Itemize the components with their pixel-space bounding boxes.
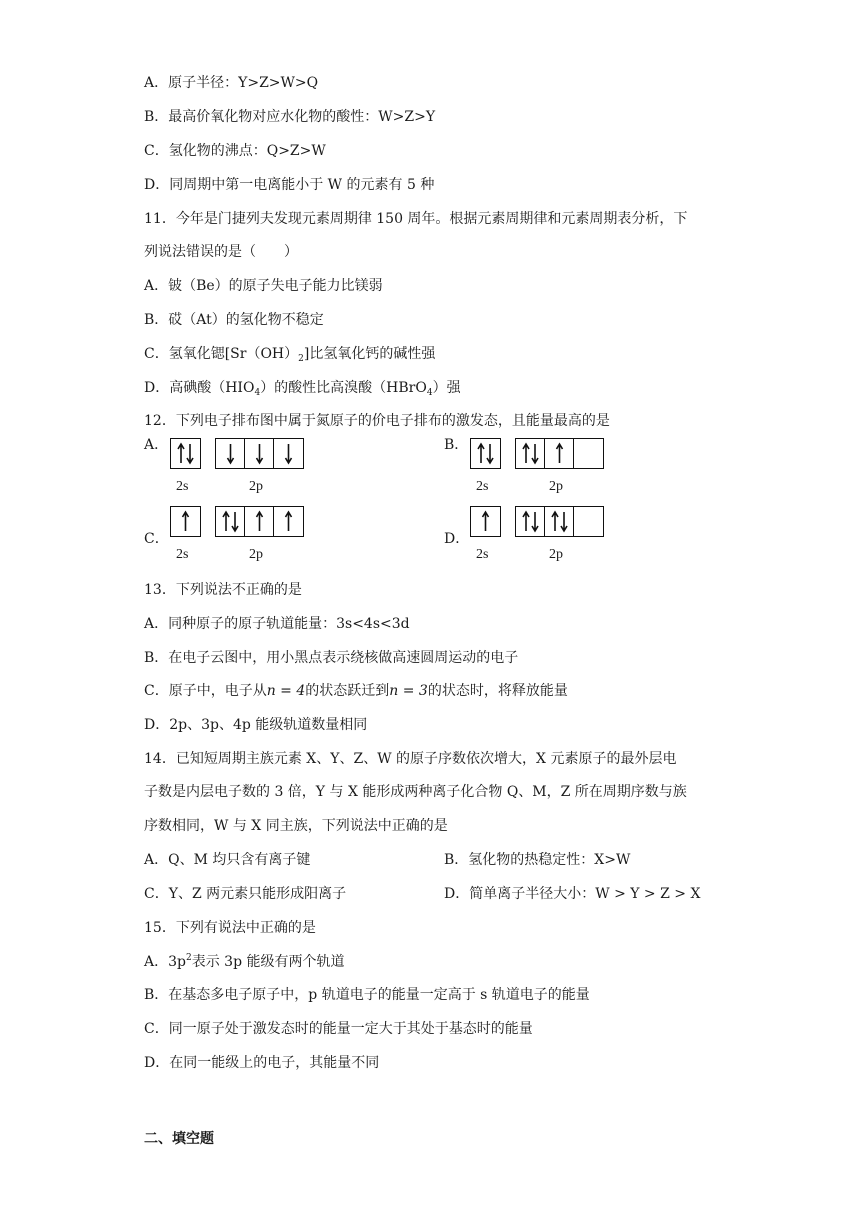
q15-option-d: D．在同一能级上的电子，其能量不同: [144, 1055, 380, 1071]
section-heading: 二、填空题: [144, 1131, 214, 1147]
q11-d-sub1: 4: [254, 388, 261, 398]
q12-c-2s-label: 2s: [176, 547, 189, 562]
q13-c-mid: 的状态跃迁到: [305, 683, 390, 699]
q12-c-2s-box: [170, 506, 201, 537]
q12-d-2s-box: [470, 506, 501, 537]
q12-option-c-label: C．: [144, 531, 169, 547]
orbital-cell: [471, 439, 500, 468]
q13-c-pre: C．原子中，电子从: [144, 683, 267, 699]
q10-option-a: A．原子半径：Y>Z>W>Q: [144, 75, 319, 91]
orbital-cell: [171, 507, 200, 536]
q11-stem-line1: 11．今年是门捷列夫发现元素周期律 150 周年。根据元素周期律和元素周期表分析，下: [144, 211, 688, 227]
q15-stem: 15．下列有说法中正确的是: [144, 920, 316, 936]
q11-option-a: A．铍（Be）的原子失电子能力比镁弱: [144, 278, 383, 294]
orbital-cell: [245, 507, 274, 536]
orbital-cell: [274, 507, 303, 536]
orbital-cell: [274, 439, 303, 468]
q15-a-post: 表示 3p 能级有两个轨道: [191, 954, 345, 970]
q14-option-d: D．简单离子半径大小：W > Y > Z > X: [444, 886, 701, 902]
q12-c-2p-box: [215, 506, 304, 537]
orbital-cell: [245, 439, 274, 468]
orbital-cell: [471, 507, 500, 536]
q13-stem: 13．下列说法不正确的是: [144, 582, 302, 598]
q12-b-2p-box: [515, 438, 604, 469]
q12-d-2s-label: 2s: [476, 547, 489, 562]
q13-c-n1: n = 4: [266, 683, 306, 699]
q12-b-2s-box: [470, 438, 501, 469]
q15-option-c: C．同一原子处于激发态时的能量一定大于其处于基态时的能量: [144, 1021, 533, 1037]
q12-a-2p-box: [215, 438, 304, 469]
orbital-cell: [574, 439, 603, 468]
q12-d-2p-box: [515, 506, 604, 537]
q11-c-sub: 2: [298, 354, 304, 364]
q12-d-2p-label: 2p: [549, 547, 563, 562]
orbital-cell: [574, 507, 603, 536]
q13-option-a: A．同种原子的原子轨道能量：3s<4s<3d: [144, 616, 410, 632]
orbital-cell: [216, 439, 245, 468]
q12-stem: 12．下列电子排布图中属于氮原子的价电子排布的激发态，且能量最高的是: [144, 413, 610, 429]
q15-a-pre: A．3p: [144, 954, 186, 970]
q12-b-2p-label: 2p: [549, 479, 563, 494]
orbital-cell: [516, 507, 545, 536]
q13-option-c: [144, 682, 568, 700]
q13-c-n2: n = 3: [389, 683, 428, 699]
q12-a-2p-label: 2p: [249, 479, 263, 494]
q14-stem-line1: 14．已知短周期主族元素 X、Y、Z、W 的原子序数依次增大，X 元素原子的最外层电: [144, 751, 677, 767]
q12-option-a-label: A．: [144, 437, 169, 453]
q11-option-d: [144, 379, 461, 397]
q14-option-b: B．氢化物的热稳定性：X>W: [444, 852, 631, 868]
q14-option-a: A．Q、M 均只含有离子键: [144, 852, 311, 868]
q12-c-2p-label: 2p: [249, 547, 263, 562]
q10-option-c: C．氢化物的沸点：Q>Z>W: [144, 143, 326, 159]
orbital-cell: [216, 507, 245, 536]
q14-option-c: C．Y、Z 两元素只能形成阳离子: [144, 886, 347, 902]
q12-option-b-label: B．: [444, 437, 469, 453]
q11-d-post: ）强: [432, 380, 461, 396]
orbital-cell: [545, 507, 574, 536]
orbital-cell: [545, 439, 574, 468]
q14-stem-line2: 子数是内层电子数的 3 倍，Y 与 X 能形成两种离子化合物 Q、M，Z 所在周期序数与族: [144, 784, 687, 800]
q15-option-b: B．在基态多电子原子中，p 轨道电子的能量一定高于 s 轨道电子的能量: [144, 987, 590, 1003]
q10-option-b: B．最高价氧化物对应水化物的酸性：W>Z>Y: [144, 109, 436, 125]
q14-stem-line3: 序数相同，W 与 X 同主族，下列说法中正确的是: [144, 818, 448, 834]
q13-c-post: 的状态时，将释放能量: [427, 683, 568, 699]
q11-d-pre: D．高碘酸（HIO: [144, 380, 255, 396]
q11-d-sub2: 4: [426, 388, 433, 398]
q15-option-a: [144, 953, 345, 971]
q11-c-pre: C．氢氧化锶[Sr（OH）: [144, 346, 299, 362]
q15-a-sup: 2: [185, 953, 192, 963]
q11-option-b: B．砹（At）的氢化物不稳定: [144, 312, 324, 328]
q10-option-d: D．同周期中第一电离能小于 W 的元素有 5 种: [144, 177, 435, 193]
q12-a-2s-box: [170, 438, 201, 469]
q13-option-d: D．2p、3p、4p 能级轨道数量相同: [144, 717, 368, 733]
q12-a-2s-label: 2s: [176, 479, 189, 494]
q11-option-c: [144, 345, 435, 363]
q12-option-d-label: D．: [444, 531, 470, 547]
q11-stem-line2: 列说法错误的是（ ）: [144, 244, 298, 260]
q13-option-b: B．在电子云图中，用小黑点表示绕核做高速圆周运动的电子: [144, 650, 519, 666]
orbital-cell: [516, 439, 545, 468]
q11-c-post: ]比氢氧化钙的碱性强: [303, 346, 436, 362]
q12-b-2s-label: 2s: [476, 479, 489, 494]
q11-d-mid: ）的酸性比高溴酸（HBrO: [260, 380, 427, 396]
orbital-cell: [171, 439, 200, 468]
